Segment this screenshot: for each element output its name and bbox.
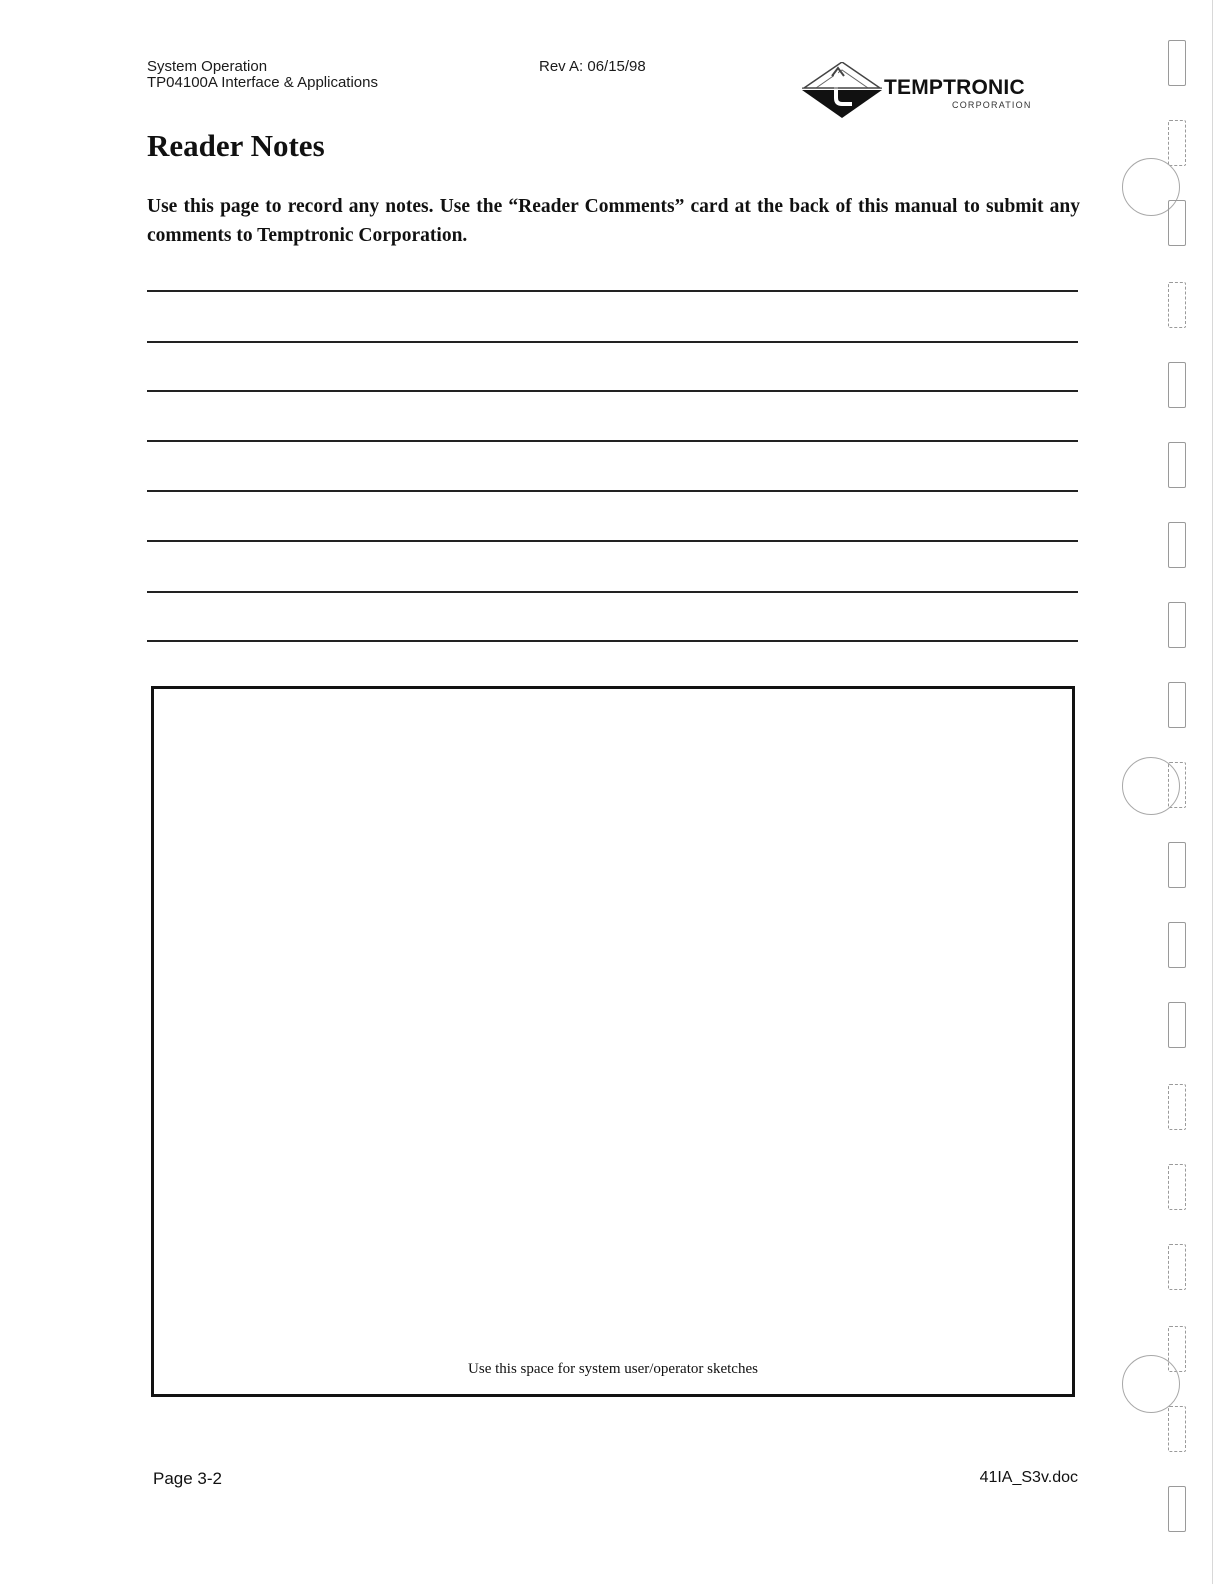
- binding-ring: [1122, 1355, 1180, 1413]
- binding-hole: [1168, 40, 1186, 86]
- note-line: [147, 591, 1078, 593]
- page-title: Reader Notes: [147, 128, 325, 163]
- binding-hole: [1168, 120, 1186, 166]
- binding-hole: [1168, 200, 1186, 246]
- temptronic-logo-mark-icon: [802, 62, 882, 120]
- note-line: [147, 290, 1078, 292]
- footer-file-name: 41IA_S3v.doc: [979, 1469, 1078, 1486]
- logo-company-sub: CORPORATION: [952, 100, 1032, 110]
- binding-hole: [1168, 1084, 1186, 1130]
- binding-hole: [1168, 362, 1186, 408]
- binding-hole: [1168, 1244, 1186, 1290]
- page-edge: [1212, 0, 1213, 1584]
- binding-hole: [1168, 1486, 1186, 1532]
- binding-hole: [1168, 762, 1186, 808]
- header-revision: Rev A: 06/15/98: [539, 58, 646, 75]
- binding-hole: [1168, 442, 1186, 488]
- note-line: [147, 390, 1078, 392]
- binding-hole: [1168, 922, 1186, 968]
- sketch-caption: Use this space for system user/operator sketches: [468, 1361, 758, 1377]
- note-line: [147, 490, 1078, 492]
- binding-hole: [1168, 682, 1186, 728]
- binding-hole: [1168, 602, 1186, 648]
- note-line: [147, 540, 1078, 542]
- binding-hole: [1168, 842, 1186, 888]
- header-section-title: System Operation: [147, 58, 268, 75]
- header-left: [147, 59, 378, 91]
- logo-company-name: TEMPTRONIC: [884, 76, 1025, 99]
- binding-hole: [1168, 522, 1186, 568]
- note-line: [147, 640, 1078, 642]
- binding-hole: [1168, 1406, 1186, 1452]
- sketch-box: [151, 686, 1075, 1397]
- binding-holes: [1118, 0, 1224, 1584]
- binding-hole: [1168, 1002, 1186, 1048]
- binding-hole: [1168, 282, 1186, 328]
- note-line: [147, 341, 1078, 343]
- header-document-id: TP04100A Interface & Applications: [147, 74, 378, 91]
- footer-page-number: Page 3-2: [153, 1469, 222, 1488]
- intro-paragraph: Use this page to record any notes. Use the “Reader Comments” card at the back of this manual to submit any comments to Temptronic Corporation.: [147, 196, 1080, 246]
- temptronic-logo: [802, 62, 1052, 120]
- binding-hole: [1168, 1164, 1186, 1210]
- note-line: [147, 440, 1078, 442]
